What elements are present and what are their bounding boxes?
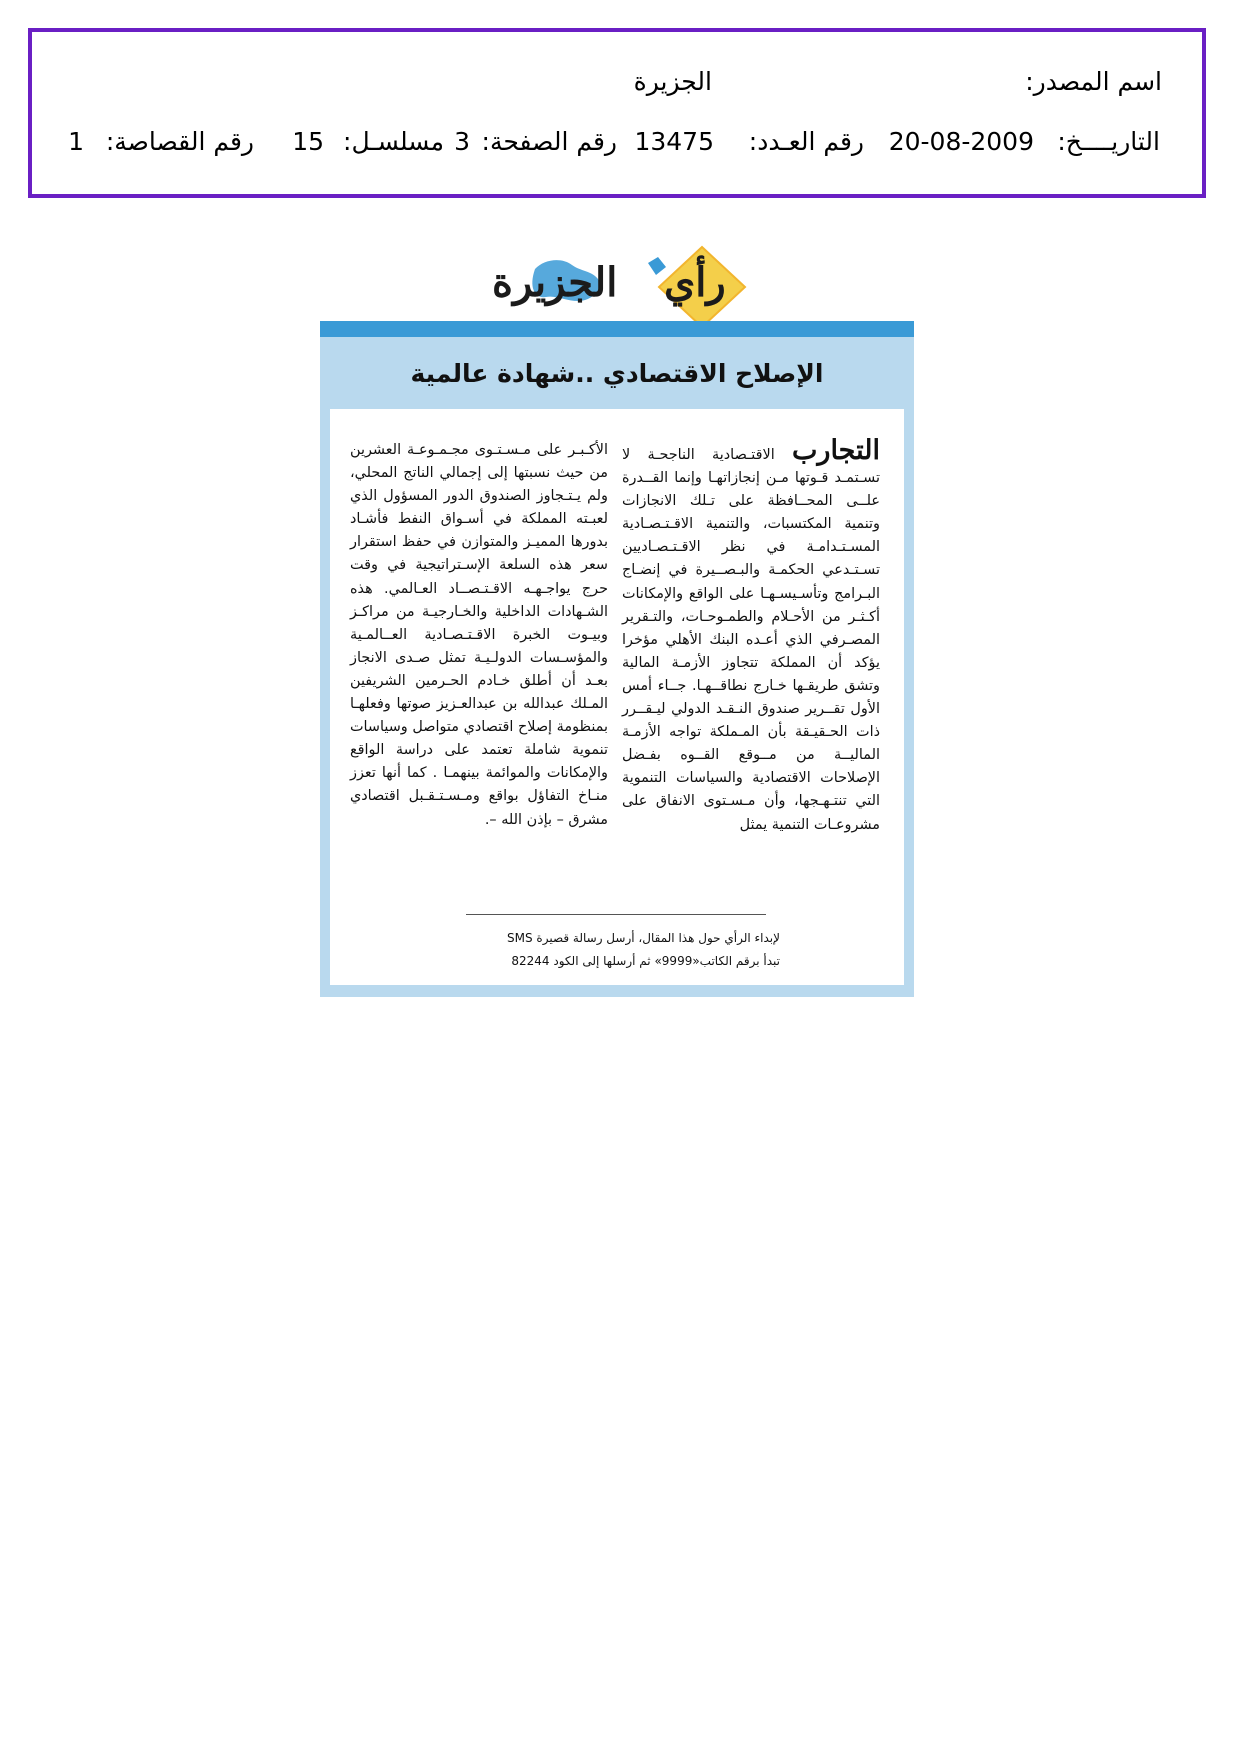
lead-word: التجارب xyxy=(792,435,880,466)
issue-value: 13475 xyxy=(634,127,714,156)
sms-note xyxy=(450,927,780,973)
date-label: التاريــــخ: xyxy=(1057,127,1160,156)
article-column-left xyxy=(350,439,608,832)
serial-value: 15 xyxy=(292,127,324,156)
source-row xyxy=(32,62,1202,102)
source-metadata-box xyxy=(28,28,1206,198)
source-value: الجزيرة xyxy=(633,67,712,96)
sms-note-line2: تبدأ برقم الكاتب«9999» ثم أرسلها إلى الكود 82244 xyxy=(511,954,780,968)
date-value: 20-08-2009 xyxy=(888,127,1034,156)
source-label: اسم المصدر: xyxy=(1025,67,1162,96)
column-left-text: الأكـبـر على مـسـتـوى مجـمـوعـة العشرين من حيث نسبتها إلى إجمالي الناتج المحلي، ولم يـتـجاوز الصندوق الدور المسؤول الذي لعبـته المملكة في أسـواق النفط فأشـاد بدورها المميـز والمتوازن في حفظ استقرار سعر هذه السلعة الإسـتراتيجية في وقت حرج يواجـهـه الاقـتـصــاد العـالمي. هذه الشـهادات الداخلية والخـارجيـة من مراكـز وبيـوت الخبرة الاقـتـصـادية العــالمـية والمؤسـسات الدولـيـة تمثل صـدى الانجاز بعـد أن أطلق خـادم الحـرمين الشريفين المـلك عبدالله بن عبدالعـزيز صوتها وفعلهـا بمنظومة إصلاح اقتصادي متواصل وسياسات تنموية شاملة تعتمد على دراسة الواقع والإمكانات والموائمة بينهمـا . كما أنها تعزز منـاخ التفاؤل بواقع ومـسـتـقـبل اقتصادي مشرق – بإذن الله –. xyxy=(350,442,608,828)
sms-note-line1: لإبداء الرأي حول هذا المقال، أرسل رسالة قصيرة SMS xyxy=(507,931,780,945)
article-headline: الإصلاح الاقتصادي ..شهادة عالمية xyxy=(410,359,824,388)
column-right-text: الاقتـصادية الناجحـة لا تسـتمـد قـوتها مـن إنجازاتهـا وإنما القــدرة علــى المحــافظة على تـلك الانجازات وتنمية المكتسبات، والتنمية الاقـتـصـادية المسـتـدامـة في نظر الاقـتـصـاديين تسـتـدعي الحكمـة والبـصــيرة في إنضـاج البـرامج وتأسـيسـهـا على الواقع والإمكانات أكـثـر من الأحـلام والطمـوحـات، والتـقرير المصـرفي الذي أعـده البنك الأهلي مؤخرا يؤكد أن المملكة تتجاوز الأزمـة المالية وتشق طريقـها خـارج نطاقــهـا. جــاء أمس الأول تقــرير صندوق النـقـد الدولي ليـقــرر ذات الحـقيـقة بأن المـملكة تواجه الأزمـة الماليــة من مــوقع القــوه بفـضل الإصلاحات الاقتصادية والسياسات التنموية التي تنتـهـجها، وأن مـسـتوى الانفاق على مشروعـات التنمية يمثل xyxy=(622,447,880,833)
newspaper-clipping xyxy=(320,245,914,997)
masthead-logo xyxy=(480,245,780,330)
article-frame xyxy=(320,337,914,997)
serial-label: مسلسـل: xyxy=(343,127,444,156)
article-column-right xyxy=(622,435,880,837)
clip-value: 1 xyxy=(68,127,84,156)
details-row xyxy=(32,122,1202,162)
page-label: رقم الصفحة: xyxy=(481,127,617,156)
masthead-word-ray: رأي xyxy=(664,259,726,306)
clip-label: رقم القصاصة: xyxy=(105,127,254,156)
masthead-word-aljazirah: الجزيرة xyxy=(492,259,618,306)
page-value: 3 xyxy=(454,127,470,156)
article-body xyxy=(330,409,904,985)
masthead-blue-bar xyxy=(320,321,914,337)
separator-line xyxy=(466,914,766,915)
issue-label: رقم العـدد: xyxy=(748,127,864,156)
